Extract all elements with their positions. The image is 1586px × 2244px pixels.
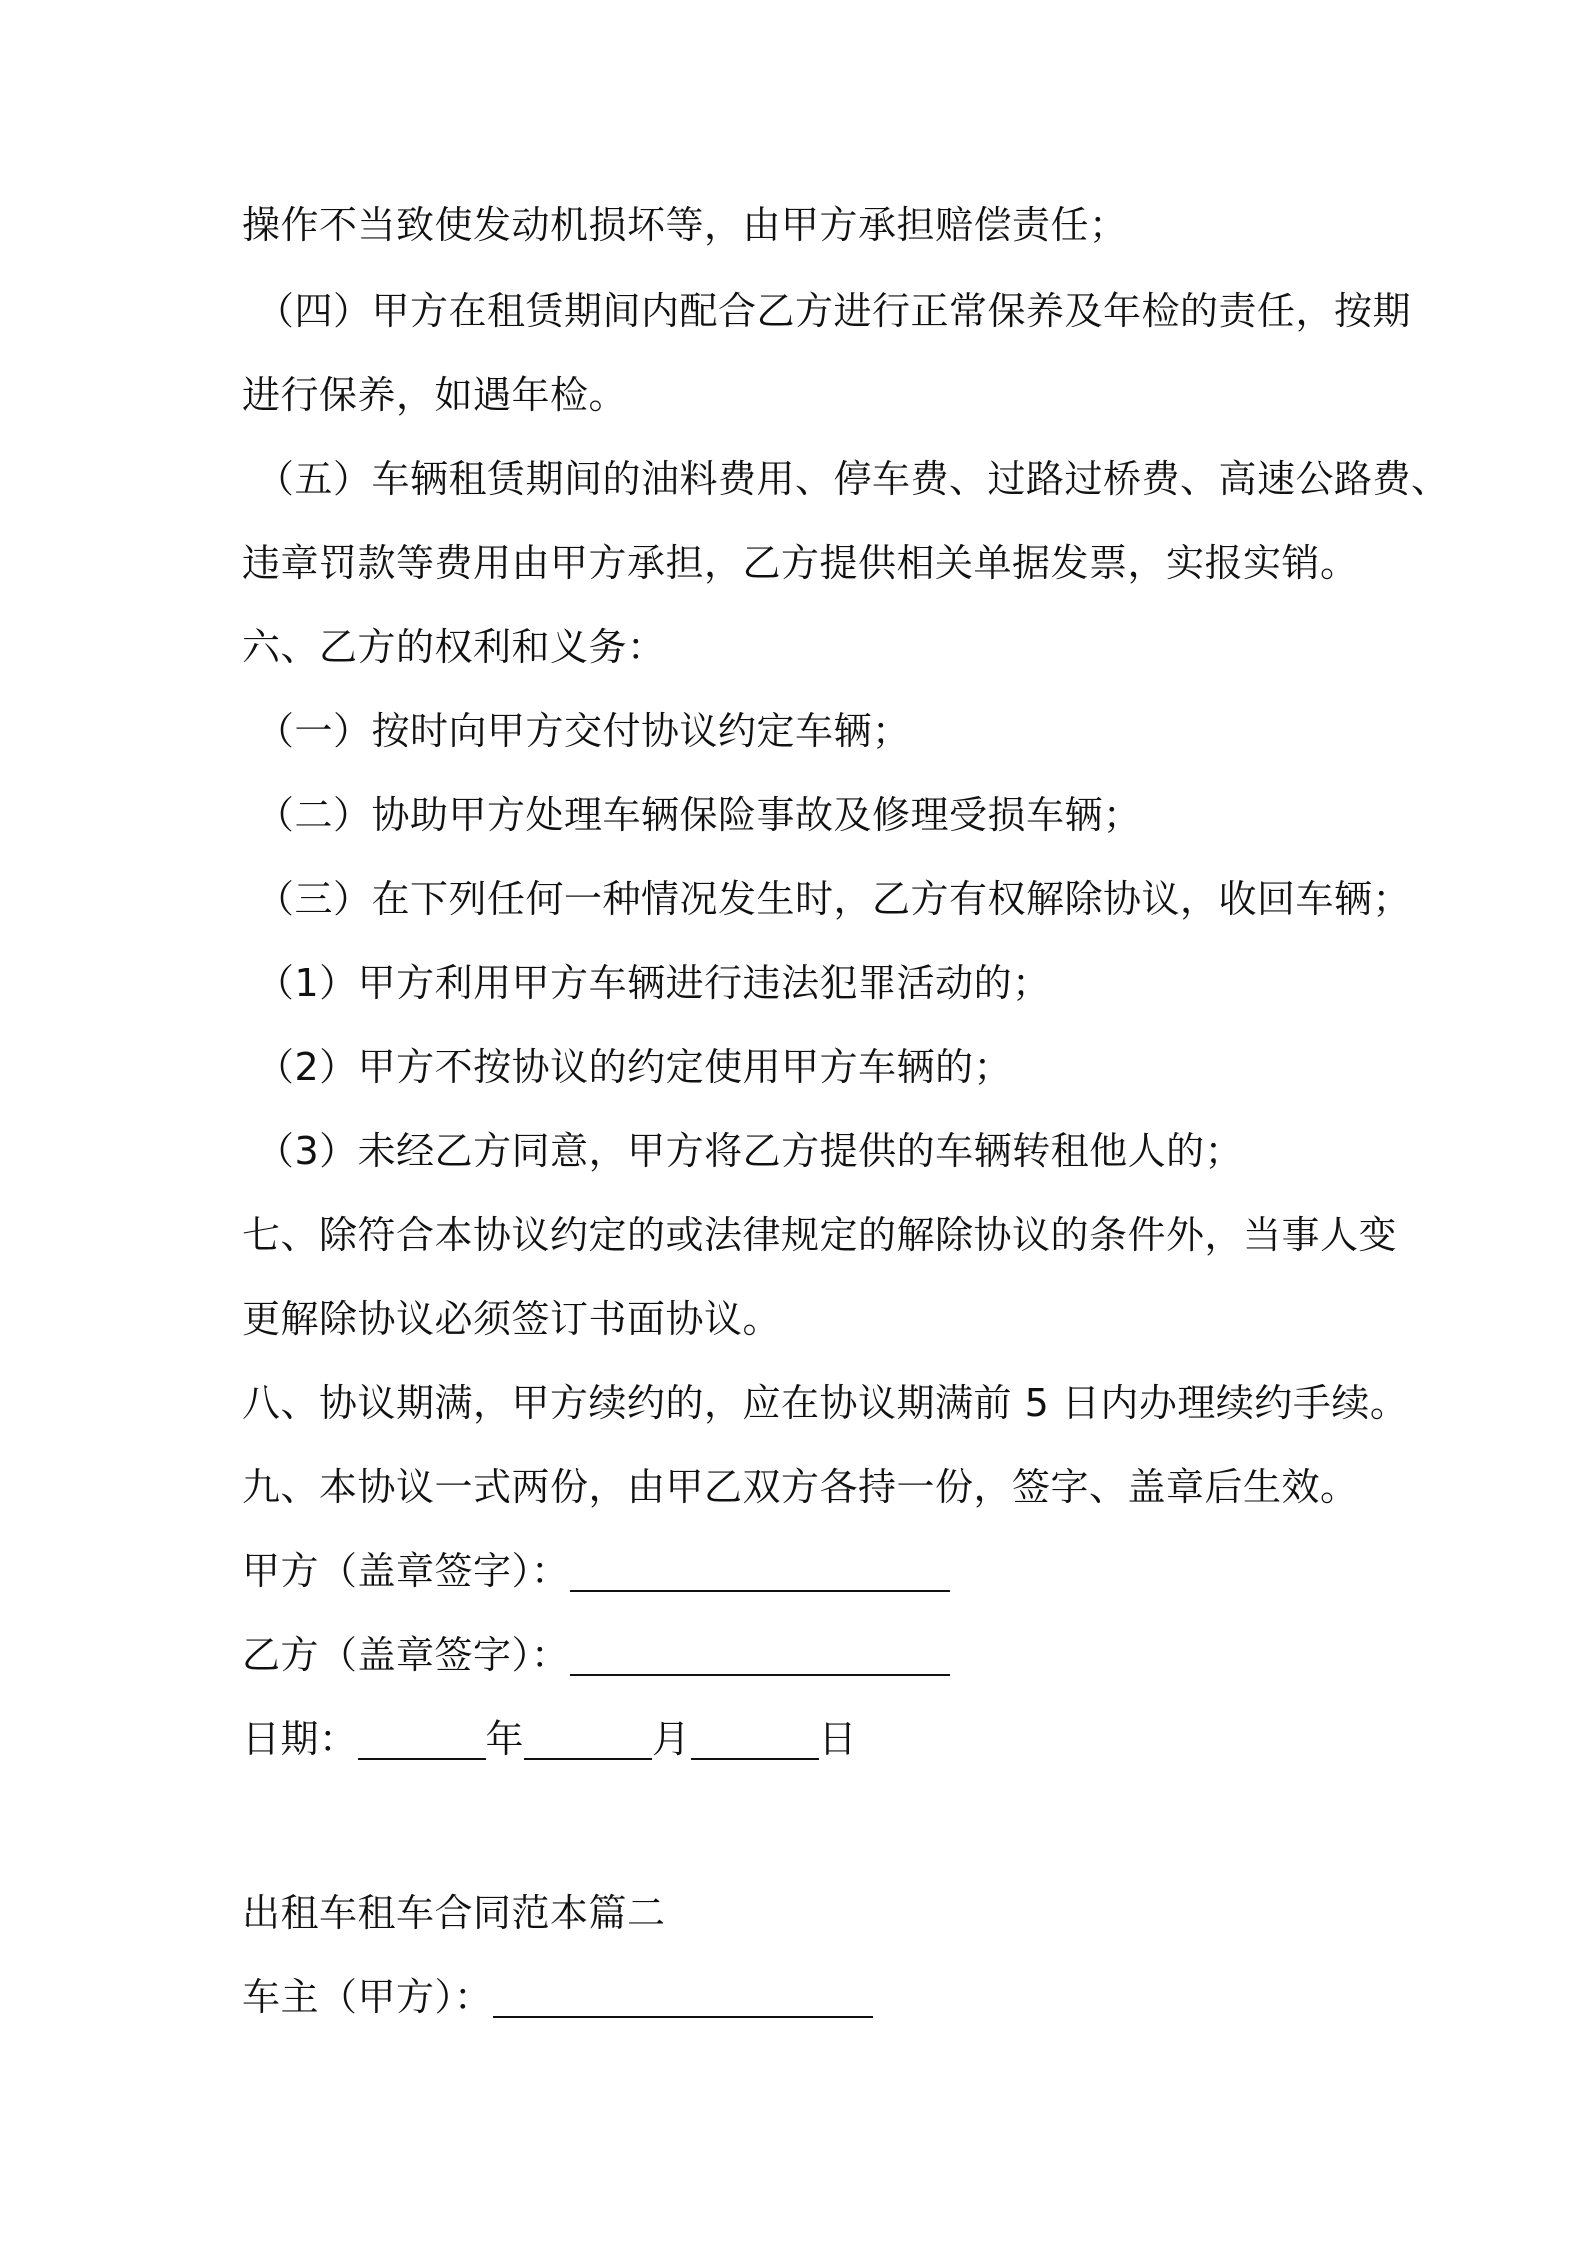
section-seven-line: 七、除符合本协议约定的或法律规定的解除协议的条件外，当事人变 [242,1213,1398,1257]
month-label: 月 [652,1717,691,1761]
termination-case-3: （3）未经乙方同意，甲方将乙方提供的车辆转租他人的； [256,1129,1244,1173]
clause-five-line: （五）车辆租赁期间的油料费用、停车费、过路过桥费、高速公路费、 [256,457,1450,501]
section-nine-line: 九、本协议一式两份，由甲乙双方各持一份，签字、盖章后生效。 [242,1465,1359,1509]
date-row [242,1714,1362,1764]
section-title: 出租车租车合同范本篇二 [242,1891,666,1935]
section-six-heading: 六、乙方的权利和义务： [242,625,666,669]
party-b-signature-row [242,1630,1362,1680]
right-item-two: （二）协助甲方处理车辆保险事故及修理受损车辆； [256,793,1142,837]
owner-row [242,1972,1362,2022]
party-b-signature-field [570,1640,950,1680]
month-field [524,1724,652,1764]
paragraph-line: 操作不当致使发动机损坏等，由甲方承担赔偿责任； [242,203,1128,247]
paragraph-line: 更解除协议必须签订书面协议。 [242,1297,782,1341]
day-label: 日 [818,1717,858,1761]
right-item-three: （三）在下列任何一种情况发生时，乙方有权解除协议，收回车辆； [256,877,1412,921]
party-b-signature-label: 乙方（盖章签字）： [242,1633,570,1677]
right-item-one: （一）按时向甲方交付协议约定车辆； [256,709,911,753]
owner-field [493,1982,873,2022]
owner-label: 车主（甲方）： [242,1975,493,2019]
party-a-signature-row [242,1546,1362,1596]
year-label: 年 [485,1717,525,1761]
section-eight-line: 八、协议期满，甲方续约的，应在协议期满前 5 日内办理续约手续。 [242,1381,1409,1425]
clause-four-line: （四）甲方在租赁期间内配合乙方进行正常保养及年检的责任，按期 [256,289,1412,333]
termination-case-1: （1）甲方利用甲方车辆进行违法犯罪活动的； [256,961,1051,1005]
termination-case-2: （2）甲方不按协议的约定使用甲方车辆的； [256,1045,1013,1089]
day-field [691,1724,819,1764]
year-field [358,1724,486,1764]
paragraph-line: 违章罚款等费用由甲方承担，乙方提供相关单据发票，实报实销。 [242,541,1359,585]
party-a-signature-label: 甲方（盖章签字）： [242,1549,570,1593]
paragraph-line: 进行保养，如遇年检。 [242,373,628,417]
date-label: 日期： [242,1717,358,1761]
party-a-signature-field [570,1556,950,1596]
